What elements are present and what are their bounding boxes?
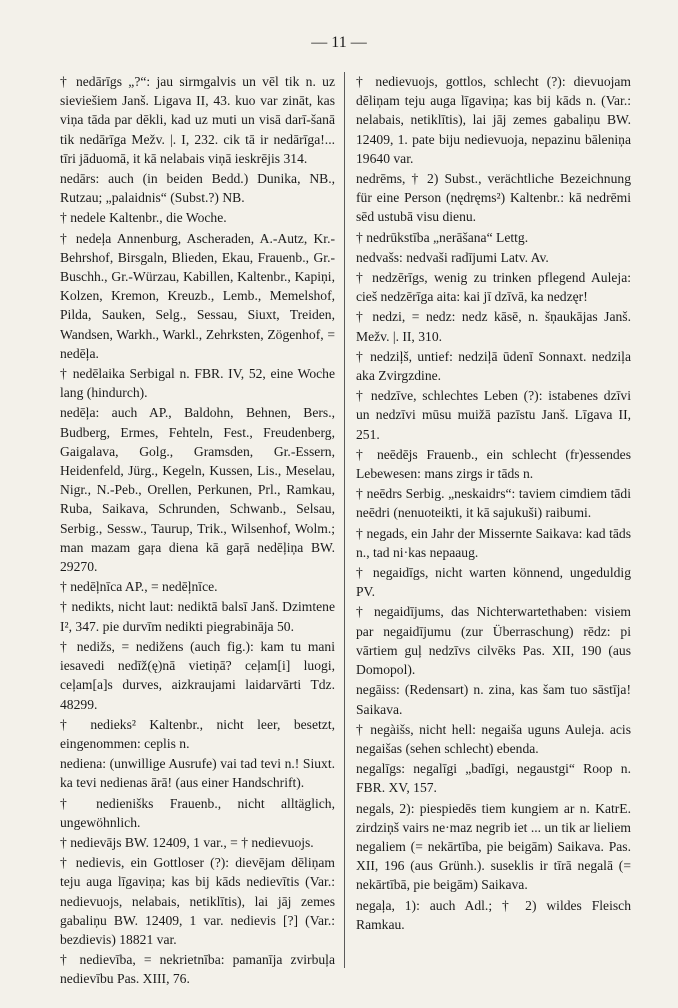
right-column [356, 72, 635, 935]
dictionary-entry [60, 715, 339, 753]
dictionary-entry [60, 833, 335, 852]
entry-text: † nedzīve, schlechtes Leben (?): istabenes dzīvi un nedzīvi mūsu muižā pazīstu Janš. Līgava II, 251. [356, 388, 635, 442]
dictionary-entry [356, 268, 635, 306]
entry-text: † nedēlaika Serbigal n. FBR. IV, 52, eine Woche lang (hindurch). [60, 366, 339, 401]
dictionary-entry [356, 484, 635, 522]
dictionary-entry [60, 597, 339, 635]
dictionary-entry [356, 799, 635, 895]
dictionary-entry [356, 307, 635, 345]
entry-text: † nedienišks Frauenb., nicht alltäglich, ungewöhnlich. [60, 795, 339, 830]
dictionary-entry [60, 754, 339, 792]
dictionary-entry [60, 403, 339, 576]
dictionary-entry [356, 896, 635, 934]
entry-text: negaļa, 1): auch Adl.; † 2) wildes Fleisch Ramkau. [356, 897, 635, 932]
entry-text: † negàišs, nicht hell: negaiša uguns Auleja. acis negaišas (sehen schlecht) ebenda. [356, 721, 635, 756]
entry-text: † nedēļnīca AP., = nedēļnīce. [60, 579, 218, 595]
dictionary-entry [356, 680, 635, 718]
dictionary-entry [60, 364, 339, 402]
dictionary-entry [60, 577, 335, 596]
dictionary-entry [60, 794, 339, 832]
entry-text: nedrēms, † 2) Subst., verächtliche Bezeichnung für eine Person (nędręms²) Kaltenbr.: kā nedrēmi sēd ustubā visu dienu. [356, 171, 635, 225]
entry-text: † nedziļš, untief: nedziļā ūdenī Sonnaxt. nedziļa aka Zvirgzdine. [356, 348, 635, 384]
entry-text: † nedieks² Kaltenbr., nicht leer, besetzt, eingenommen: ceplis n. [60, 716, 339, 751]
dictionary-entry [356, 524, 635, 562]
entry-text: † nedievis, ein Gottloser (?): dievējam dēliņam teju auga līgaviņa; kas bij kāds nedievītis (Var.: nedievuojs, nelabais, netiklītis), lai jāj zemes gabaliņu BW. 12409, 1 var. nedievis [?] (Var.: bezdievis) 18821 var. [60, 855, 339, 947]
entry-text: † neēdējs Frauenb., ein schlecht (fr)essendes Lebewesen: mans zirgs ir tāds n. [356, 446, 635, 482]
dictionary-entry [60, 208, 335, 227]
entry-text: nedvašs: nedvaši radījumi Latv. Av. [356, 249, 549, 265]
entry-text: † nedievājs BW. 12409, 1 var., = † nedievuojs. [60, 834, 314, 850]
dictionary-entry [60, 950, 339, 988]
entry-text: † nedievuojs, gottlos, schlecht (?): dievuojam dēliņam teju auga līgaviņa; kas bij kāds n. (Var.: nelabais, netiklītis), lai jāj zemes gabaliņu BW. 12409, 1. pate biju nedievuoja, nepazinu bāleniņa 19640 var. [356, 74, 635, 166]
entry-text: † negads, ein Jahr der Missernte Saikava: kad tāds n., tad ni·kas nepaaug. [356, 525, 635, 560]
dictionary-entry [356, 602, 635, 679]
entry-text: † nedārīgs „?“: jau sirmgalvis un vēl tik n. uz sieviešiem Janš. Ligava II, 43. kuo var zināt, kas viņa tāda par dēkli, kad uz muti un visā darī-šanā tik nedārīga Mežv. |. I, 232. cik tā ir nedārīga!... tīri jāduomā, it kā nelabais viņā ieskrējis 314. [60, 74, 339, 166]
entry-text: † nedižs, = nedižens (auch fig.): kam tu mani iesavedi nedīž(ę)nā vietiņā? ceļam[i] luogi, ceļam[a]s durves, aizkraujami laidarvārti Tdz. 48299. [60, 638, 339, 712]
entry-text: negalīgs: negalīgi „badīgi, negaustgi“ Roop n. FBR. XV, 157. [356, 761, 635, 796]
entry-text: nedēļa: auch AP., Baldohn, Behnen, Bers., Budberg, Ermes, Fehteln, Fest., Freudenberg, Gaigalava, Golg., Gramsden, Gr.-Essern, Heidenfeld, Jürg., Kegeln, Kussen, Lis., Meselau, Nigr., N.-Peb., Orellen, Perkunen, Prl., Ramkau, Ruba, Saikava, Schrunden, Schwanb., Selsau, Serbig., Sessw., Taurup, Trik., Wilsenhof, Wolm.; man mazam gaŗa diena kā gaŗā nedēļiņa BW. 29270. [60, 405, 339, 575]
dictionary-entry [356, 228, 631, 247]
entry-text: † nedzi, = nedz: nedz kāsē, n. šņaukājas Janš. Mežv. |. II, 310. [356, 309, 635, 344]
dictionary-entry [356, 72, 635, 168]
entry-text: † nedrūkstība „nerāšana“ Lettg. [356, 229, 529, 245]
column-divider [344, 72, 345, 968]
entry-text: † negaidīgs, nicht warten könnend, ungeduldig PV. [356, 565, 635, 600]
entry-text: † negaidījums, das Nichterwartethaben: visiem par negaidījumu (zur Überraschung) rēdz: pi vārtiem guļ nedzīvs cilvēks Pas. XII, 190 (aus Domopol). [356, 604, 635, 678]
dictionary-entry [356, 563, 635, 601]
dictionary-entry [60, 637, 339, 714]
entry-text: negals, 2): piespiedēs tiem kungiem ar n. KatrE. zirdziņš vairs ne·maz negrib iet ... un tik ar lieliem negaliem (= nekārtība, pie beigām) Saikava. Pas. XII, 196 (aus Grünh.). suseklis ir tīrā negalā (= nekārtībā, pie beigām) Saikava. [356, 800, 635, 893]
entry-text: † neēdrs Serbig. „neskaidrs“: taviem cimdiem tādi neēdri (nenuoteikti, it kā sajukuši) raibumi. [356, 486, 635, 521]
entry-text: † nedeļa Annenburg, Ascheraden, A.-Autz, Kr.-Behrshof, Birsgaln, Blieden, Ekau, Frauenb., Gr.-Buschh., Gr.-Würzau, Kabillen, Kaltenbr., Kapiņi, Kolzen, Kremon, Kreuzb., Lemb., Memelshof, Pilda, Sauken, Selg., Sessau, Siuxt, Treiden, Wandsen, Warkh., Warkl., Zehrksten, Zögenhof, = nedēļa. [60, 230, 339, 361]
entry-text: † nedikts, nicht laut: nediktā balsī Janš. Dzimtene I², 347. pie durvīm nedikti piegrabināja 50. [60, 599, 339, 634]
entry-text: nedārs: auch (in beiden Bedd.) Dunika, NB., Rutzau; „palaidnis“ (Subst.?) NB. [60, 171, 339, 206]
dictionary-entry [60, 229, 339, 363]
entry-text: † nedzērīgs, wenig zu trinken pflegend Auleja: cieš nedzērīga aita: kai jī dzīvā, ka nedzęr! [356, 270, 635, 305]
dictionary-entry [356, 759, 635, 797]
dictionary-entry [356, 445, 635, 483]
dictionary-entry [356, 347, 635, 385]
dictionary-entry [356, 248, 631, 267]
dictionary-entry [60, 169, 339, 207]
dictionary-entry [356, 169, 635, 227]
entry-text: † nedele Kaltenbr., die Woche. [60, 210, 227, 226]
entry-text: nediena: (unwillige Ausrufe) vai tad tevi n.! Siuxt. ka tevi nedienas ārā! (aus einer Handschrift). [60, 756, 339, 791]
entry-text: † nedievība, = nekrietnība: pamanīja zvirbuļa nedievību Pas. XIII, 76. [60, 952, 339, 987]
page-number: — 11 — [311, 34, 367, 51]
dictionary-entry [356, 720, 635, 758]
dictionary-entry [60, 853, 339, 949]
left-column [60, 72, 339, 990]
dictionary-entry [60, 72, 339, 168]
dictionary-entry [356, 386, 635, 444]
entry-text: negāiss: (Redensart) n. zina, kas šam tuo sāstīja! Saikava. [356, 682, 635, 717]
